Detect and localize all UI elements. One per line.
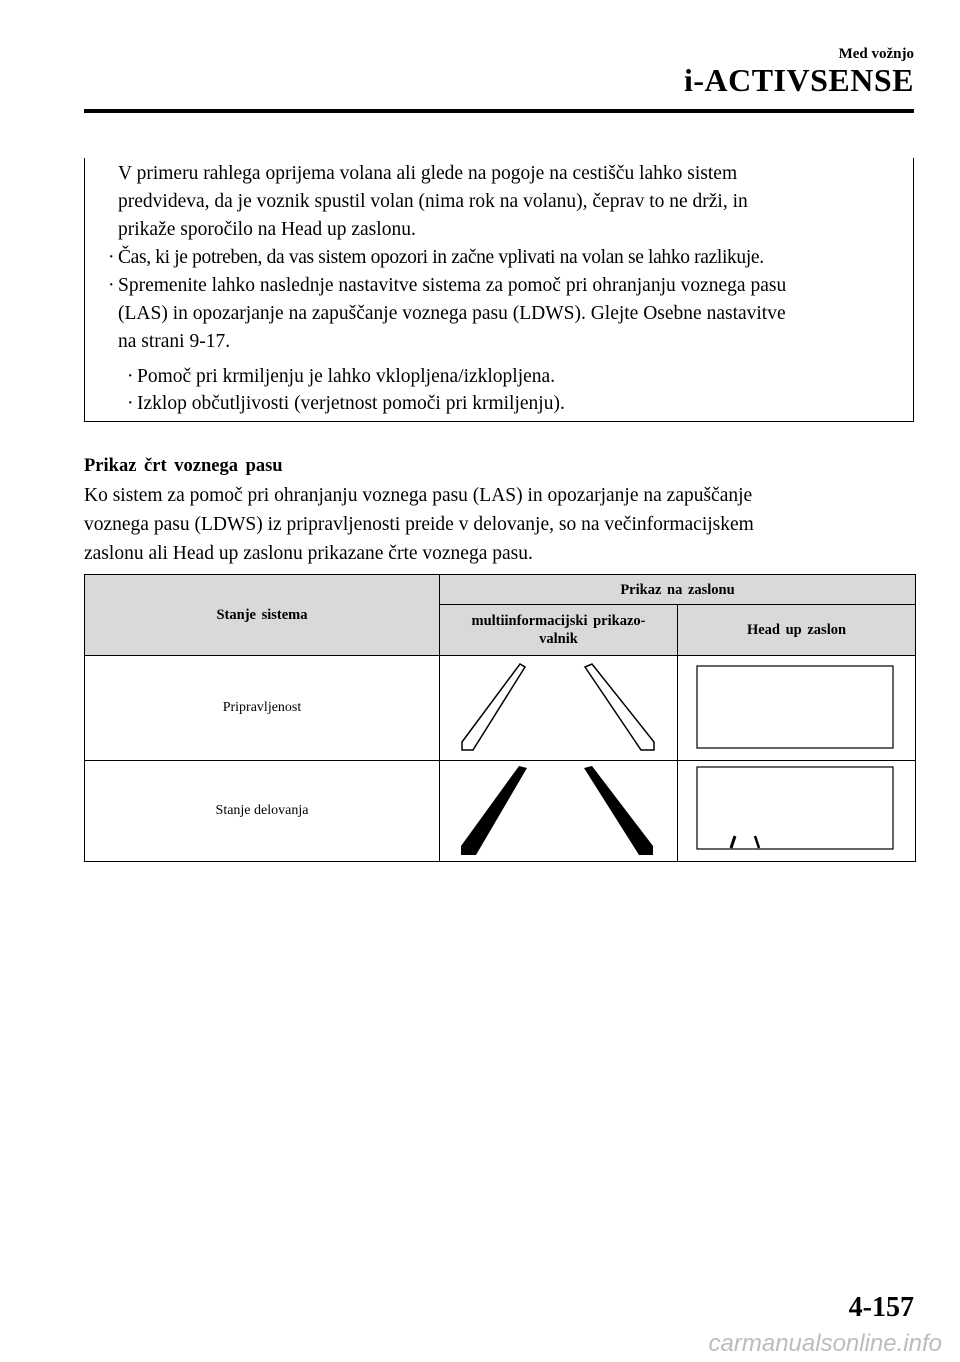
note-sub-bullet	[127, 390, 565, 418]
lane-display-table	[84, 574, 916, 862]
section-body-line: zaslonu ali Head up zaslonu prikazane črte voznega pasu.	[84, 543, 533, 564]
running-header-title: i-ACTIVSENSE	[683, 62, 914, 98]
note-line: predvideva, da je voznik spustil volan (nima rok na volanu), čeprav to ne drži, in	[118, 191, 748, 212]
page-number: 4-157	[848, 1292, 914, 1323]
note-line: V primeru rahlega oprijema volana ali glede na pogoje na cestišču lahko sistem	[118, 163, 738, 184]
row-state-active: Stanje delovanja	[85, 761, 440, 862]
section-heading: Prikaz črt voznega pasu	[84, 456, 283, 476]
note-line: (LAS) in opozarjanje na zapuščanje voznega pasu (LDWS). Glejte Osebne nastavitve	[118, 303, 786, 324]
multi-display-active	[440, 761, 678, 862]
note-bullet	[108, 272, 787, 300]
header-multi-line2: valnik	[539, 631, 578, 647]
running-header-section: Med vožnjo	[838, 46, 914, 62]
note-line: prikaže sporočilo na Head up zaslonu.	[118, 219, 416, 240]
lane-lines-solid-icon	[440, 762, 676, 861]
bullet-glyph: ·	[108, 275, 115, 296]
note-sub-bullet-text: Pomoč pri krmiljenju je lahko vklopljena/izklopljena.	[137, 366, 556, 387]
hud-active	[678, 761, 916, 862]
lane-lines-outline-icon	[440, 657, 676, 760]
header-system-state: Stanje sistema	[85, 575, 440, 656]
header-hud: Head up zaslon	[678, 605, 916, 656]
note-line: na strani 9-17.	[118, 331, 231, 352]
bullet-glyph: ·	[127, 393, 134, 414]
header-rule	[84, 109, 914, 113]
bullet-glyph: ·	[127, 366, 134, 387]
header-display: Prikaz na zaslonu	[440, 575, 916, 605]
bullet-glyph: ·	[108, 247, 115, 268]
header-multi-display	[440, 605, 678, 656]
note-bullet-text: Spremenite lahko naslednje nastavitve sistema za pomoč pri ohranjanju voznega pasu	[118, 275, 787, 296]
note-bullet	[108, 244, 764, 272]
hud-standby	[678, 656, 916, 761]
section-body	[84, 481, 904, 568]
hud-lane-lines-icon	[678, 762, 914, 861]
hud-blank-screen-icon	[678, 657, 914, 760]
header-multi-line1: multiinformacijski prikazo-	[471, 613, 646, 629]
watermark: carmanualsonline.info	[708, 1330, 942, 1357]
section-body-line: voznega pasu (LDWS) iz pripravljenosti preide v delovanje, so na večinformacijskem	[84, 514, 754, 535]
note-box	[84, 158, 914, 422]
section-body-line: Ko sistem za pomoč pri ohranjanju voznega pasu (LAS) in opozarjanje na zapuščanje	[84, 485, 753, 506]
note-bullet-text: Čas, ki je potreben, da vas sistem opozori in začne vplivati na volan se lahko razlikuje.	[118, 247, 764, 268]
multi-display-standby	[440, 656, 678, 761]
note-sub-bullet	[127, 363, 556, 391]
row-state-standby: Pripravljenost	[85, 656, 440, 761]
note-sub-bullet-text: Izklop občutljivosti (verjetnost pomoči pri krmiljenju).	[137, 393, 565, 414]
